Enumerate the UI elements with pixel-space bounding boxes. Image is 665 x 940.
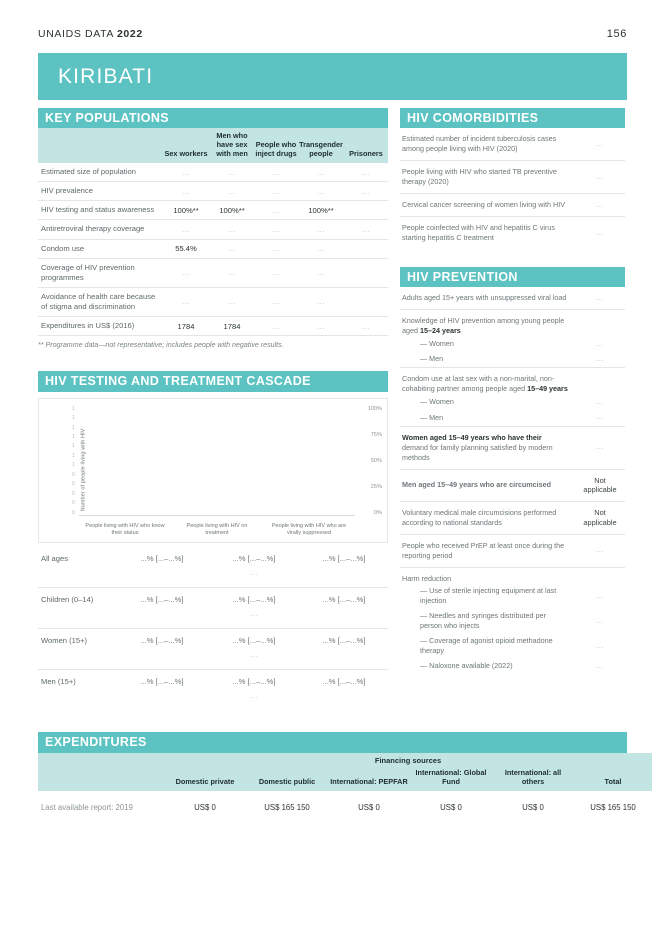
y-tick: 0 [72, 490, 75, 497]
cell-value: ...% [...–...%] [232, 635, 276, 645]
table-row [400, 426, 625, 469]
table-row [38, 163, 388, 182]
row-label: Avoidance of health care because of stigma and discrimination [38, 287, 162, 316]
running-head [38, 0, 627, 40]
table-row [38, 628, 388, 669]
table-row [400, 634, 625, 659]
label-text: Knowledge of HIV prevention among young people aged [402, 316, 565, 335]
cell-value: US$ 0 [358, 802, 380, 812]
label-text: Condom use at last sex with a non-marital, non-cohabiting partner among people aged [402, 374, 555, 394]
cell-value: ... [254, 258, 298, 287]
cell-value: 100%** [210, 201, 254, 220]
row-label: — Naloxone available (2022) [420, 661, 513, 671]
cell-value: ... [210, 163, 254, 182]
content-columns [38, 108, 627, 710]
cell-value [344, 287, 388, 316]
column-header-pwid: People who inject drugs [254, 128, 298, 163]
key-populations-table [38, 128, 388, 336]
cell-subvalue: ... [250, 567, 258, 577]
cell-on-treatment [208, 547, 300, 588]
row-label: — Women [420, 397, 454, 407]
cell-value: ... [298, 220, 344, 239]
cell-virally-suppressed: ...% [...–...%] [300, 547, 388, 588]
table-row [400, 395, 625, 410]
cell-value: ... [162, 287, 210, 316]
row-label: Men (15+) [41, 676, 76, 686]
cell-on-treatment [208, 669, 300, 710]
cascade-table [38, 547, 388, 710]
table-row [400, 352, 625, 368]
cell-value [344, 258, 388, 287]
cell-subvalue: ... [250, 608, 258, 618]
cell-value: ... [254, 201, 298, 220]
y-tick: 1 [72, 443, 75, 450]
row-value: ... [575, 193, 625, 216]
section-header-prevention: HIV PREVENTION [400, 267, 625, 287]
table-header-row [38, 128, 388, 163]
cell-on-treatment [208, 628, 300, 669]
row-label: Harm reduction [402, 573, 452, 583]
percent-tick: 0% [373, 509, 382, 516]
page-number: 156 [606, 28, 627, 40]
cell-value: 55.4% [162, 239, 210, 258]
cell-value: ... [162, 163, 210, 182]
cell-virally-suppressed: ...% [...–...%] [300, 587, 388, 628]
row-label: People who received PrEP at least once during the reporting period [400, 534, 575, 567]
cell-value: ...% [...–...%] [232, 676, 276, 686]
row-label: — Men [400, 352, 575, 368]
row-value: ... [575, 287, 625, 310]
report-title [38, 28, 143, 40]
row-value [575, 310, 625, 337]
column-header-international-global-fund: International: Global Fund [410, 766, 492, 791]
row-label: All ages [38, 547, 116, 588]
cell-value: ... [344, 163, 388, 182]
cell-value: ... [344, 182, 388, 201]
chart-y-axis-label: Number of people living with HIV [80, 428, 87, 512]
y-tick: 1 [72, 405, 75, 412]
table-row [400, 337, 625, 352]
row-label: Children (0–14) [38, 587, 116, 628]
cell-value: ... [344, 220, 388, 239]
table-row [400, 659, 625, 674]
chart-baseline [79, 515, 355, 516]
row-label: — Men [400, 410, 575, 426]
y-tick: 0 [72, 481, 75, 488]
y-tick: 1 [72, 424, 75, 431]
cell-value: ... [210, 258, 254, 287]
column-header-sex-workers: Sex workers [162, 128, 210, 163]
row-label: Women (15+) [38, 628, 116, 669]
row-value: ... [596, 227, 604, 237]
row-value: ... [575, 426, 625, 469]
cell-value: ... [254, 182, 298, 201]
cell-value: ... [298, 182, 344, 201]
percent-tick: 100% [367, 405, 382, 412]
cell-subvalue: ... [250, 690, 258, 700]
cell-value: ...% [...–...%] [232, 594, 276, 604]
cell-value: ... [344, 316, 388, 335]
expenditures-table [38, 753, 652, 818]
column-header-transgender: Transgender people [298, 128, 344, 163]
table-row [38, 587, 388, 628]
row-label: Cervical cancer screening of women living with HIV [400, 193, 575, 216]
row-label: — Use of sterile injecting equipment at last injection [420, 586, 557, 606]
row-label: Coverage of HIV prevention programmes [38, 258, 162, 287]
table-row [400, 534, 625, 567]
table-row [400, 193, 625, 216]
table-header-row [38, 766, 652, 791]
row-label: Estimated size of population [38, 163, 162, 182]
column-header-international-all-others: International: all others [492, 766, 574, 791]
percent-tick: 75% [370, 431, 382, 438]
right-column [400, 108, 625, 674]
column-header-prisoners: Prisoners [344, 128, 388, 163]
cell-value: 100%** [298, 201, 344, 220]
label-emphasis: 15–24 years [420, 326, 461, 335]
table-row [38, 182, 388, 201]
left-column [38, 108, 388, 710]
row-label: Condom use [38, 239, 162, 258]
table-row [400, 368, 625, 395]
column-header-msm: Men who have sex with men [210, 128, 254, 163]
column-header-domestic-private: Domestic private [164, 766, 246, 791]
cell-value: ... [298, 287, 344, 316]
cell-value: ... [210, 287, 254, 316]
row-label [400, 426, 575, 469]
cell-value: US$ 0 [194, 802, 216, 812]
label-emphasis: 15–49 years [527, 384, 568, 394]
cascade-chart [38, 398, 388, 543]
row-value: ... [596, 338, 604, 348]
label-text: demand for family planning satisfied by modern methods [402, 442, 553, 462]
row-label [400, 310, 575, 337]
row-label: Last available report: 2019 [41, 802, 133, 812]
row-label: Estimated number of incident tuberculosis cases among people living with HIV (2020) [400, 128, 575, 160]
row-value: ... [596, 661, 604, 671]
expenditures-section [38, 732, 636, 818]
cell-value [344, 239, 388, 258]
row-value: ... [575, 534, 625, 567]
row-label: People coinfected with HIV and hepatitis C virus starting hepatitis C treatment [402, 222, 556, 242]
row-label: Expenditures in US$ (2016) [38, 316, 162, 335]
row-value: ... [575, 160, 625, 193]
cell-value: 1784 [162, 316, 210, 335]
cell-value: ... [210, 182, 254, 201]
financing-sources-header: Financing sources [164, 753, 652, 766]
table-row [400, 216, 625, 248]
cell-value [344, 201, 388, 220]
row-value: ... [596, 591, 604, 601]
row-value [575, 368, 625, 395]
column-header-total: Total [574, 766, 652, 791]
table-row [38, 791, 652, 818]
cell-value: 100%** [162, 201, 210, 220]
table-row [400, 584, 625, 609]
section-header-comorbidities: HIV COMORBIDITIES [400, 108, 625, 128]
table-row [38, 287, 388, 316]
table-row [38, 547, 388, 588]
y-tick: 1 [72, 452, 75, 459]
table-group-header-row [38, 753, 652, 766]
cell-value: ... [162, 258, 210, 287]
cell-value: US$ 165 150 [264, 802, 310, 812]
cell-value: ... [210, 239, 254, 258]
x-label: People living with HIV who know their status [85, 522, 165, 537]
cell-value: US$ 165 150 [590, 802, 636, 812]
row-label: Men aged 15–49 years who are circumcised [400, 469, 575, 501]
section-header-cascade: HIV TESTING AND TREATMENT CASCADE [38, 371, 388, 392]
cell-value: ... [254, 163, 298, 182]
cell-know-status: ...% [...–...%] [116, 628, 208, 669]
row-value: ... [596, 641, 604, 651]
report-title-year: 2022 [116, 28, 143, 40]
row-value: ... [575, 128, 625, 160]
percent-tick: 25% [370, 483, 382, 490]
cell-subvalue: ... [250, 649, 258, 659]
table-row [400, 567, 625, 584]
cell-value: US$ 0 [522, 802, 544, 812]
table-row [400, 160, 625, 193]
y-tick: 1 [72, 462, 75, 469]
y-tick: 0 [72, 500, 75, 507]
cell-virally-suppressed: ...% [...–...%] [322, 676, 366, 686]
y-tick: 1 [72, 415, 75, 422]
key-populations-footnote: ** Programme data—not representative; includes people with negative results. [38, 341, 284, 350]
row-label: People living with HIV who started TB preventive therapy (2020) [400, 160, 575, 193]
row-label: — Needles and syringes distributed per person who injects [420, 611, 546, 631]
row-value: Not applicable [575, 469, 625, 501]
row-value: ... [575, 410, 625, 426]
table-row [400, 410, 625, 426]
column-header-domestic-public: Domestic public [246, 766, 328, 791]
cell-on-treatment [208, 587, 300, 628]
row-label: Adults aged 15+ years with unsuppressed viral load [400, 287, 575, 310]
table-row [400, 287, 625, 310]
table-row [38, 201, 388, 220]
row-label: — Women [420, 339, 454, 349]
cell-value: 1784 [210, 316, 254, 335]
table-row [400, 609, 625, 634]
chart-y-axis-ticks [61, 406, 75, 516]
chart-percent-axis-ticks [358, 406, 382, 516]
prevention-table [400, 287, 625, 674]
financing-sources-spacer [38, 753, 164, 766]
section-header-expenditures: EXPENDITURES [38, 732, 627, 753]
column-header-international-pepfar: International: PEPFAR [328, 766, 410, 791]
x-label: People living with HIV who are virally suppressed [271, 522, 347, 537]
cell-virally-suppressed: ...% [...–...%] [300, 628, 388, 669]
table-row [38, 220, 388, 239]
table-row [400, 128, 625, 160]
cell-know-status: ...% [...–...%] [116, 547, 208, 588]
cell-value: ... [210, 220, 254, 239]
row-label: HIV prevalence [38, 182, 162, 201]
cell-value: ... [162, 182, 210, 201]
table-row [38, 669, 388, 710]
row-value [575, 567, 625, 584]
cascade-section [38, 371, 388, 710]
cell-value: ... [298, 163, 344, 182]
cell-value: ... [254, 239, 298, 258]
table-row [38, 316, 388, 335]
cell-value: ...% [...–...%] [232, 553, 276, 563]
comorbidities-table [400, 128, 625, 249]
row-value: Not applicable [575, 501, 625, 534]
table-row [38, 258, 388, 287]
cell-know-status: ...% [...–...%] [140, 676, 184, 686]
cell-value: ... [254, 316, 298, 335]
cell-value: ... [298, 258, 344, 287]
report-title-plain: UNAIDS DATA [38, 28, 117, 40]
cell-value: US$ 0 [440, 802, 462, 812]
row-label [400, 368, 575, 395]
row-value: ... [596, 397, 604, 407]
label-emphasis: Women aged 15–49 years who have their [402, 432, 542, 442]
cell-value: ... [298, 316, 344, 335]
column-header-blank [38, 766, 164, 791]
table-row [38, 239, 388, 258]
country-name: KIRIBATI [58, 64, 154, 88]
cell-value: ... [254, 287, 298, 316]
row-value: ... [575, 352, 625, 368]
y-tick: 1 [72, 434, 75, 440]
y-tick: 0 [72, 509, 75, 516]
cell-value: ... [298, 239, 344, 258]
cell-value: ... [162, 220, 210, 239]
row-value: ... [596, 616, 604, 626]
percent-tick: 50% [370, 457, 382, 464]
row-label: HIV testing and status awareness [38, 201, 162, 220]
column-header-blank [38, 128, 162, 163]
y-tick: 0 [72, 471, 75, 478]
chart-x-axis-labels [79, 523, 355, 538]
table-row [400, 501, 625, 534]
row-label: — Coverage of agonist opioid methadone therapy [420, 636, 553, 656]
cell-know-status: ...% [...–...%] [116, 587, 208, 628]
country-banner [38, 53, 627, 100]
row-label: Antiretroviral therapy coverage [38, 220, 162, 239]
row-label: Voluntary medical male circumcisions performed according to national standards [400, 501, 575, 534]
section-header-key-populations: KEY POPULATIONS [38, 108, 388, 128]
x-label: People living with HIV on treatment [186, 522, 248, 537]
cell-value: ... [254, 220, 298, 239]
table-row [400, 469, 625, 501]
table-row [400, 310, 625, 337]
